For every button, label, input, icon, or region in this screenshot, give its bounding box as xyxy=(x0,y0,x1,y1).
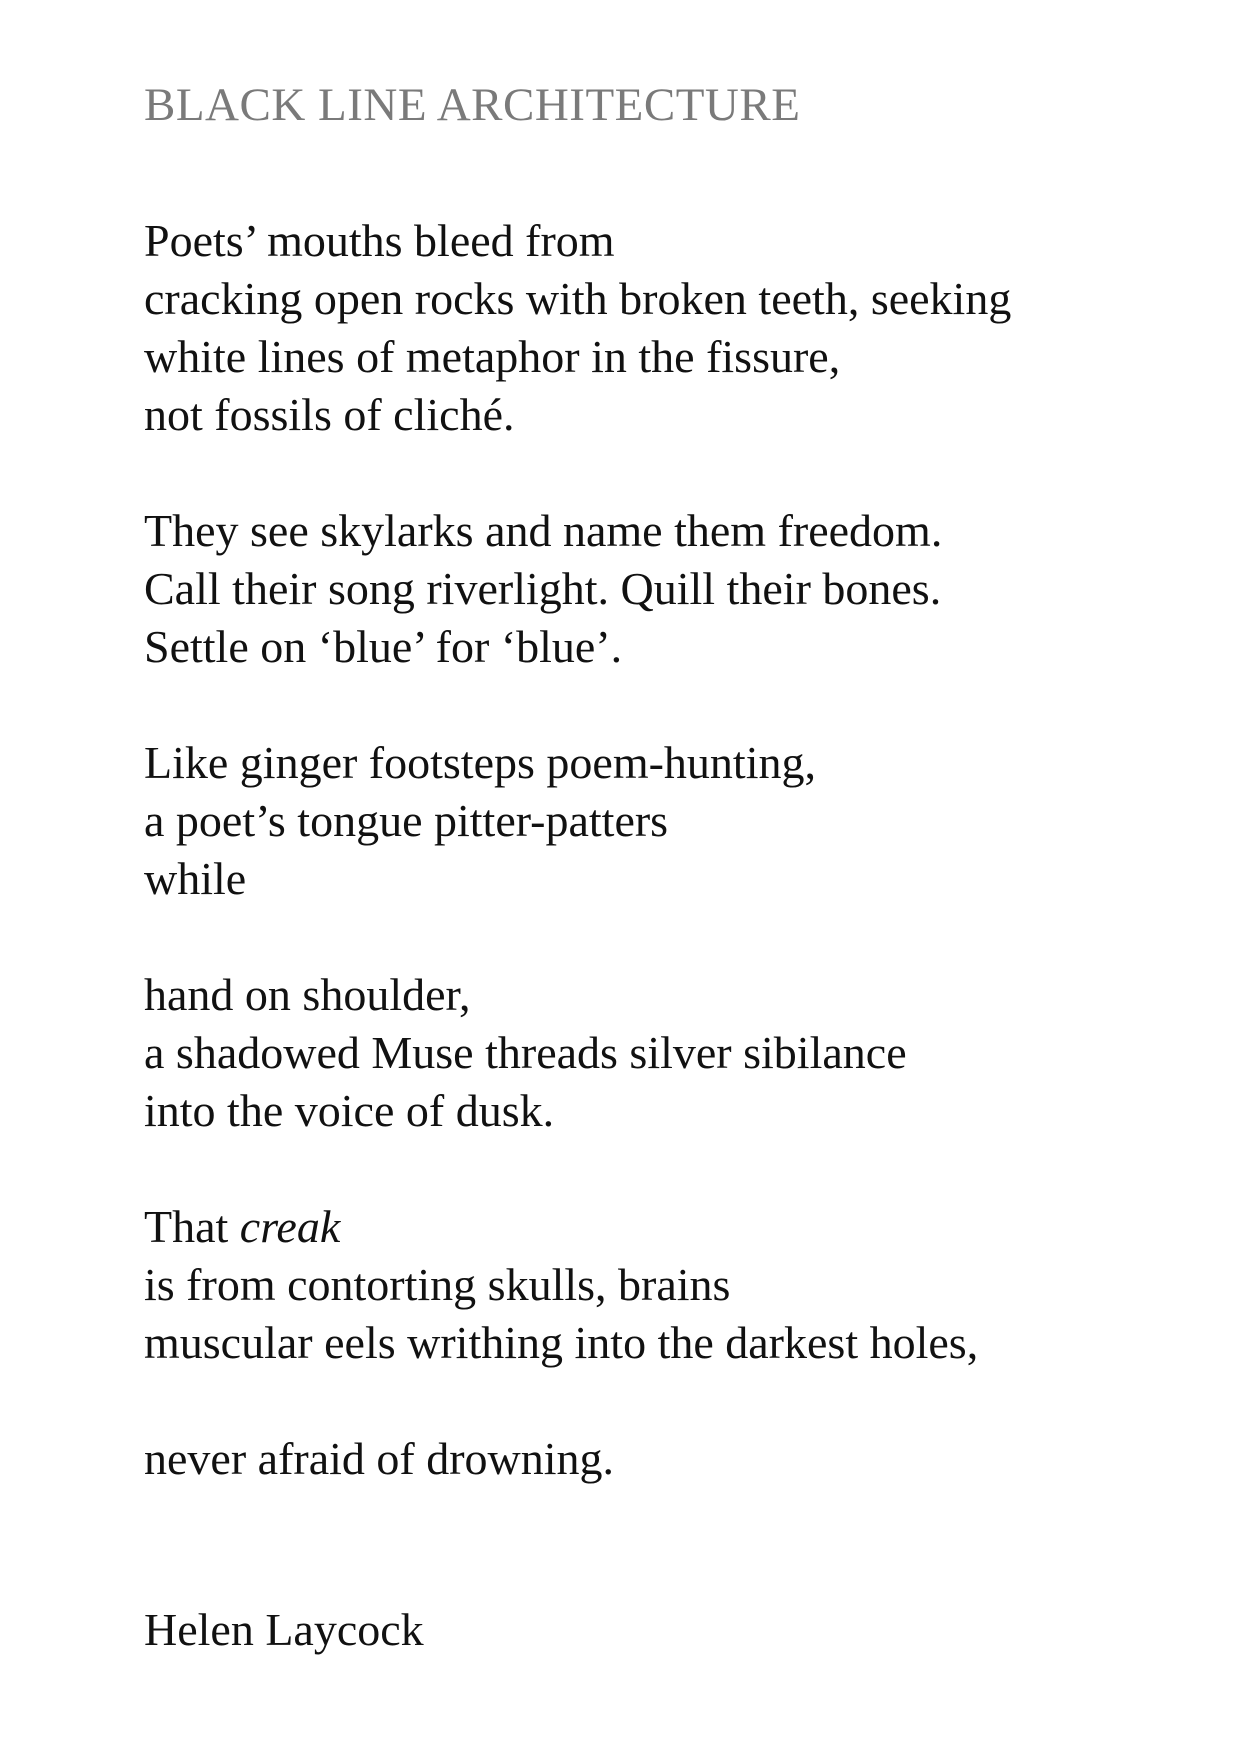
poem-line: into the voice of dusk. xyxy=(144,1085,555,1136)
poem-line: a shadowed Muse threads silver sibilance xyxy=(144,1027,907,1078)
poem-line: Poets’ mouths bleed from xyxy=(144,215,615,266)
poem-line: cracking open rocks with broken teeth, seeking xyxy=(144,273,1012,324)
stanza-1 xyxy=(144,212,1204,444)
poem-line: a poet’s tongue pitter-patters xyxy=(144,795,669,846)
poem-line: is from contorting skulls, brains xyxy=(144,1259,731,1310)
stanza-2 xyxy=(144,502,1204,676)
stanza-6 xyxy=(144,1430,1204,1488)
italic-word: creak xyxy=(239,1201,341,1252)
stanza-4 xyxy=(144,966,1204,1140)
poem-line: They see skylarks and name them freedom. xyxy=(144,505,943,556)
poem-line: hand on shoulder, xyxy=(144,969,471,1020)
stanza-3 xyxy=(144,734,1204,908)
poem-line: Call their song riverlight. Quill their bones. xyxy=(144,563,942,614)
poem-line: Settle on ‘blue’ for ‘blue’. xyxy=(144,621,623,672)
poem-line: muscular eels writhing into the darkest holes, xyxy=(144,1317,979,1368)
author-name: Helen Laycock xyxy=(144,1604,424,1655)
poem-line-with-italic xyxy=(144,1198,1204,1256)
poem-line-prefix: That xyxy=(144,1201,240,1252)
stanza-5 xyxy=(144,1198,1204,1372)
poem-line: while xyxy=(144,853,247,904)
poem-line: not fossils of cliché. xyxy=(144,389,515,440)
poem-body xyxy=(144,212,1204,1546)
poem-line: never afraid of drowning. xyxy=(144,1433,615,1484)
poem-title: BLACK LINE ARCHITECTURE xyxy=(144,79,801,131)
poem-line: Like ginger footsteps poem-hunting, xyxy=(144,737,816,788)
poem-line: white lines of metaphor in the fissure, xyxy=(144,331,841,382)
